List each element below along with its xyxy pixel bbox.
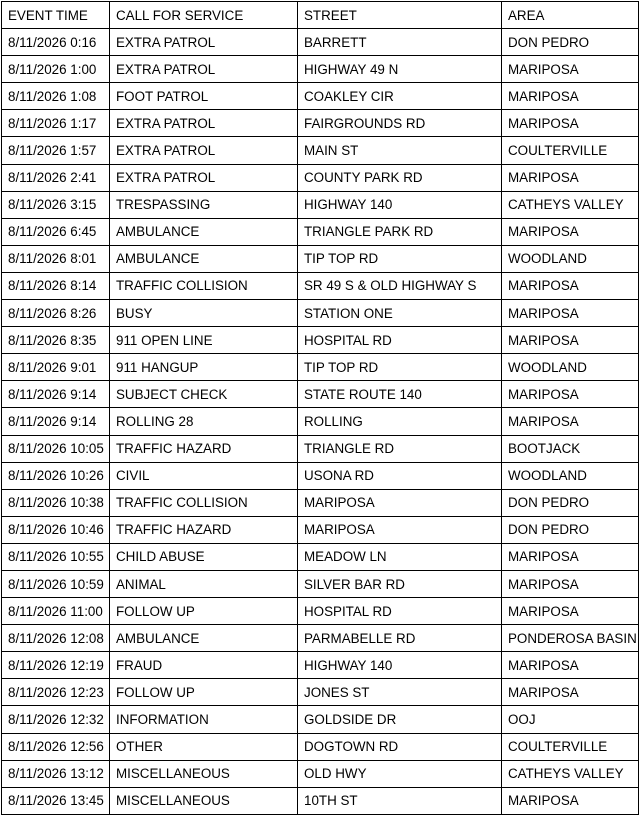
table-row bbox=[2, 570, 639, 597]
cell-call-for-service: CHILD ABUSE bbox=[110, 543, 298, 570]
call-log-table bbox=[1, 1, 639, 815]
cell-street: SR 49 S & OLD HIGHWAY S bbox=[298, 272, 502, 299]
cell-event-time: 8/11/2026 1:17 bbox=[2, 110, 110, 137]
table-row bbox=[2, 272, 639, 299]
cell-call-for-service: FOLLOW UP bbox=[110, 679, 298, 706]
table-row bbox=[2, 354, 639, 381]
cell-event-time: 8/11/2026 9:14 bbox=[2, 408, 110, 435]
cell-call-for-service: FOOT PATROL bbox=[110, 83, 298, 110]
cell-area: MARIPOSA bbox=[502, 218, 639, 245]
cell-street: SILVER BAR RD bbox=[298, 570, 502, 597]
cell-area: MARIPOSA bbox=[502, 679, 639, 706]
table-row bbox=[2, 137, 639, 164]
table-row bbox=[2, 381, 639, 408]
cell-street: MEADOW LN bbox=[298, 543, 502, 570]
cell-call-for-service: ANIMAL bbox=[110, 570, 298, 597]
cell-call-for-service: TRAFFIC HAZARD bbox=[110, 516, 298, 543]
cell-call-for-service: 911 OPEN LINE bbox=[110, 327, 298, 354]
cell-street: COUNTY PARK RD bbox=[298, 164, 502, 191]
cell-area: COULTERVILLE bbox=[502, 733, 639, 760]
cell-street: HIGHWAY 140 bbox=[298, 191, 502, 218]
table-row bbox=[2, 300, 639, 327]
cell-street: USONA RD bbox=[298, 462, 502, 489]
cell-call-for-service: TRESPASSING bbox=[110, 191, 298, 218]
table-row bbox=[2, 327, 639, 354]
header-row bbox=[2, 2, 639, 29]
table-row bbox=[2, 489, 639, 516]
cell-area: COULTERVILLE bbox=[502, 137, 639, 164]
cell-call-for-service: 911 HANGUP bbox=[110, 354, 298, 381]
cell-event-time: 8/11/2026 3:15 bbox=[2, 191, 110, 218]
cell-event-time: 8/11/2026 9:14 bbox=[2, 381, 110, 408]
cell-street: HIGHWAY 140 bbox=[298, 652, 502, 679]
cell-event-time: 8/11/2026 10:59 bbox=[2, 570, 110, 597]
table-row bbox=[2, 787, 639, 814]
table-row bbox=[2, 462, 639, 489]
table-row bbox=[2, 408, 639, 435]
cell-street: BARRETT bbox=[298, 29, 502, 56]
cell-call-for-service: ROLLING 28 bbox=[110, 408, 298, 435]
cell-event-time: 8/11/2026 12:19 bbox=[2, 652, 110, 679]
cell-street: GOLDSIDE DR bbox=[298, 706, 502, 733]
cell-street: TIP TOP RD bbox=[298, 245, 502, 272]
cell-call-for-service: AMBULANCE bbox=[110, 625, 298, 652]
table-row bbox=[2, 29, 639, 56]
header-call-for-service: CALL FOR SERVICE bbox=[110, 2, 298, 29]
cell-event-time: 8/11/2026 1:57 bbox=[2, 137, 110, 164]
cell-event-time: 8/11/2026 8:14 bbox=[2, 272, 110, 299]
cell-event-time: 8/11/2026 12:23 bbox=[2, 679, 110, 706]
cell-area: MARIPOSA bbox=[502, 164, 639, 191]
cell-event-time: 8/11/2026 8:01 bbox=[2, 245, 110, 272]
cell-event-time: 8/11/2026 1:08 bbox=[2, 83, 110, 110]
cell-event-time: 8/11/2026 2:41 bbox=[2, 164, 110, 191]
cell-call-for-service: INFORMATION bbox=[110, 706, 298, 733]
table-row bbox=[2, 543, 639, 570]
cell-street: STATE ROUTE 140 bbox=[298, 381, 502, 408]
cell-call-for-service: TRAFFIC HAZARD bbox=[110, 435, 298, 462]
cell-event-time: 8/11/2026 10:05 bbox=[2, 435, 110, 462]
cell-street: MAIN ST bbox=[298, 137, 502, 164]
cell-call-for-service: EXTRA PATROL bbox=[110, 56, 298, 83]
cell-event-time: 8/11/2026 1:00 bbox=[2, 56, 110, 83]
header-street: STREET bbox=[298, 2, 502, 29]
cell-event-time: 8/11/2026 12:32 bbox=[2, 706, 110, 733]
cell-area: MARIPOSA bbox=[502, 598, 639, 625]
cell-street: HOSPITAL RD bbox=[298, 327, 502, 354]
cell-street: COAKLEY CIR bbox=[298, 83, 502, 110]
cell-street: 10TH ST bbox=[298, 787, 502, 814]
cell-street: STATION ONE bbox=[298, 300, 502, 327]
cell-area: MARIPOSA bbox=[502, 300, 639, 327]
cell-call-for-service: AMBULANCE bbox=[110, 218, 298, 245]
table-row bbox=[2, 110, 639, 137]
cell-area: MARIPOSA bbox=[502, 543, 639, 570]
cell-area: PONDEROSA BASIN bbox=[502, 625, 639, 652]
cell-event-time: 8/11/2026 10:55 bbox=[2, 543, 110, 570]
cell-area: CATHEYS VALLEY bbox=[502, 191, 639, 218]
table-row bbox=[2, 245, 639, 272]
cell-street: TIP TOP RD bbox=[298, 354, 502, 381]
cell-call-for-service: AMBULANCE bbox=[110, 245, 298, 272]
cell-area: WOODLAND bbox=[502, 462, 639, 489]
table-body bbox=[2, 29, 639, 815]
cell-area: MARIPOSA bbox=[502, 570, 639, 597]
table-row bbox=[2, 516, 639, 543]
header-event-time: EVENT TIME bbox=[2, 2, 110, 29]
cell-area: MARIPOSA bbox=[502, 787, 639, 814]
cell-area: MARIPOSA bbox=[502, 83, 639, 110]
table-row bbox=[2, 83, 639, 110]
cell-area: WOODLAND bbox=[502, 354, 639, 381]
table-row bbox=[2, 706, 639, 733]
cell-area: WOODLAND bbox=[502, 245, 639, 272]
cell-street: TRIANGLE PARK RD bbox=[298, 218, 502, 245]
cell-area: MARIPOSA bbox=[502, 110, 639, 137]
cell-area: MARIPOSA bbox=[502, 272, 639, 299]
cell-event-time: 8/11/2026 12:56 bbox=[2, 733, 110, 760]
cell-event-time: 8/11/2026 10:46 bbox=[2, 516, 110, 543]
cell-call-for-service: MISCELLANEOUS bbox=[110, 787, 298, 814]
cell-area: MARIPOSA bbox=[502, 327, 639, 354]
cell-event-time: 8/11/2026 8:26 bbox=[2, 300, 110, 327]
cell-street: MARIPOSA bbox=[298, 489, 502, 516]
cell-street: OLD HWY bbox=[298, 760, 502, 787]
cell-call-for-service: CIVIL bbox=[110, 462, 298, 489]
cell-street: HIGHWAY 49 N bbox=[298, 56, 502, 83]
cell-area: MARIPOSA bbox=[502, 408, 639, 435]
table-row bbox=[2, 598, 639, 625]
cell-call-for-service: FOLLOW UP bbox=[110, 598, 298, 625]
cell-call-for-service: FRAUD bbox=[110, 652, 298, 679]
cell-area: OOJ bbox=[502, 706, 639, 733]
cell-area: DON PEDRO bbox=[502, 516, 639, 543]
table-row bbox=[2, 56, 639, 83]
cell-area: CATHEYS VALLEY bbox=[502, 760, 639, 787]
cell-call-for-service: BUSY bbox=[110, 300, 298, 327]
cell-event-time: 8/11/2026 11:00 bbox=[2, 598, 110, 625]
table-row bbox=[2, 679, 639, 706]
cell-event-time: 8/11/2026 6:45 bbox=[2, 218, 110, 245]
table-row bbox=[2, 760, 639, 787]
cell-call-for-service: EXTRA PATROL bbox=[110, 137, 298, 164]
cell-area: DON PEDRO bbox=[502, 29, 639, 56]
table-row bbox=[2, 164, 639, 191]
cell-call-for-service: SUBJECT CHECK bbox=[110, 381, 298, 408]
cell-street: FAIRGROUNDS RD bbox=[298, 110, 502, 137]
cell-event-time: 8/11/2026 12:08 bbox=[2, 625, 110, 652]
cell-call-for-service: TRAFFIC COLLISION bbox=[110, 272, 298, 299]
cell-call-for-service: EXTRA PATROL bbox=[110, 110, 298, 137]
cell-event-time: 8/11/2026 10:38 bbox=[2, 489, 110, 516]
table-row bbox=[2, 218, 639, 245]
table-row bbox=[2, 652, 639, 679]
cell-event-time: 8/11/2026 8:35 bbox=[2, 327, 110, 354]
cell-call-for-service: TRAFFIC COLLISION bbox=[110, 489, 298, 516]
cell-event-time: 8/11/2026 9:01 bbox=[2, 354, 110, 381]
cell-call-for-service: EXTRA PATROL bbox=[110, 29, 298, 56]
cell-area: MARIPOSA bbox=[502, 381, 639, 408]
cell-call-for-service: MISCELLANEOUS bbox=[110, 760, 298, 787]
table-row bbox=[2, 733, 639, 760]
cell-street: TRIANGLE RD bbox=[298, 435, 502, 462]
cell-street: JONES ST bbox=[298, 679, 502, 706]
cell-street: ROLLING bbox=[298, 408, 502, 435]
cell-area: BOOTJACK bbox=[502, 435, 639, 462]
cell-area: MARIPOSA bbox=[502, 56, 639, 83]
table-row bbox=[2, 191, 639, 218]
table-row bbox=[2, 435, 639, 462]
cell-event-time: 8/11/2026 13:12 bbox=[2, 760, 110, 787]
table-row bbox=[2, 625, 639, 652]
cell-street: HOSPITAL RD bbox=[298, 598, 502, 625]
cell-call-for-service: OTHER bbox=[110, 733, 298, 760]
header-area: AREA bbox=[502, 2, 639, 29]
cell-area: MARIPOSA bbox=[502, 652, 639, 679]
cell-street: PARMABELLE RD bbox=[298, 625, 502, 652]
cell-event-time: 8/11/2026 10:26 bbox=[2, 462, 110, 489]
cell-street: MARIPOSA bbox=[298, 516, 502, 543]
cell-event-time: 8/11/2026 13:45 bbox=[2, 787, 110, 814]
cell-street: DOGTOWN RD bbox=[298, 733, 502, 760]
cell-event-time: 8/11/2026 0:16 bbox=[2, 29, 110, 56]
cell-call-for-service: EXTRA PATROL bbox=[110, 164, 298, 191]
cell-area: DON PEDRO bbox=[502, 489, 639, 516]
